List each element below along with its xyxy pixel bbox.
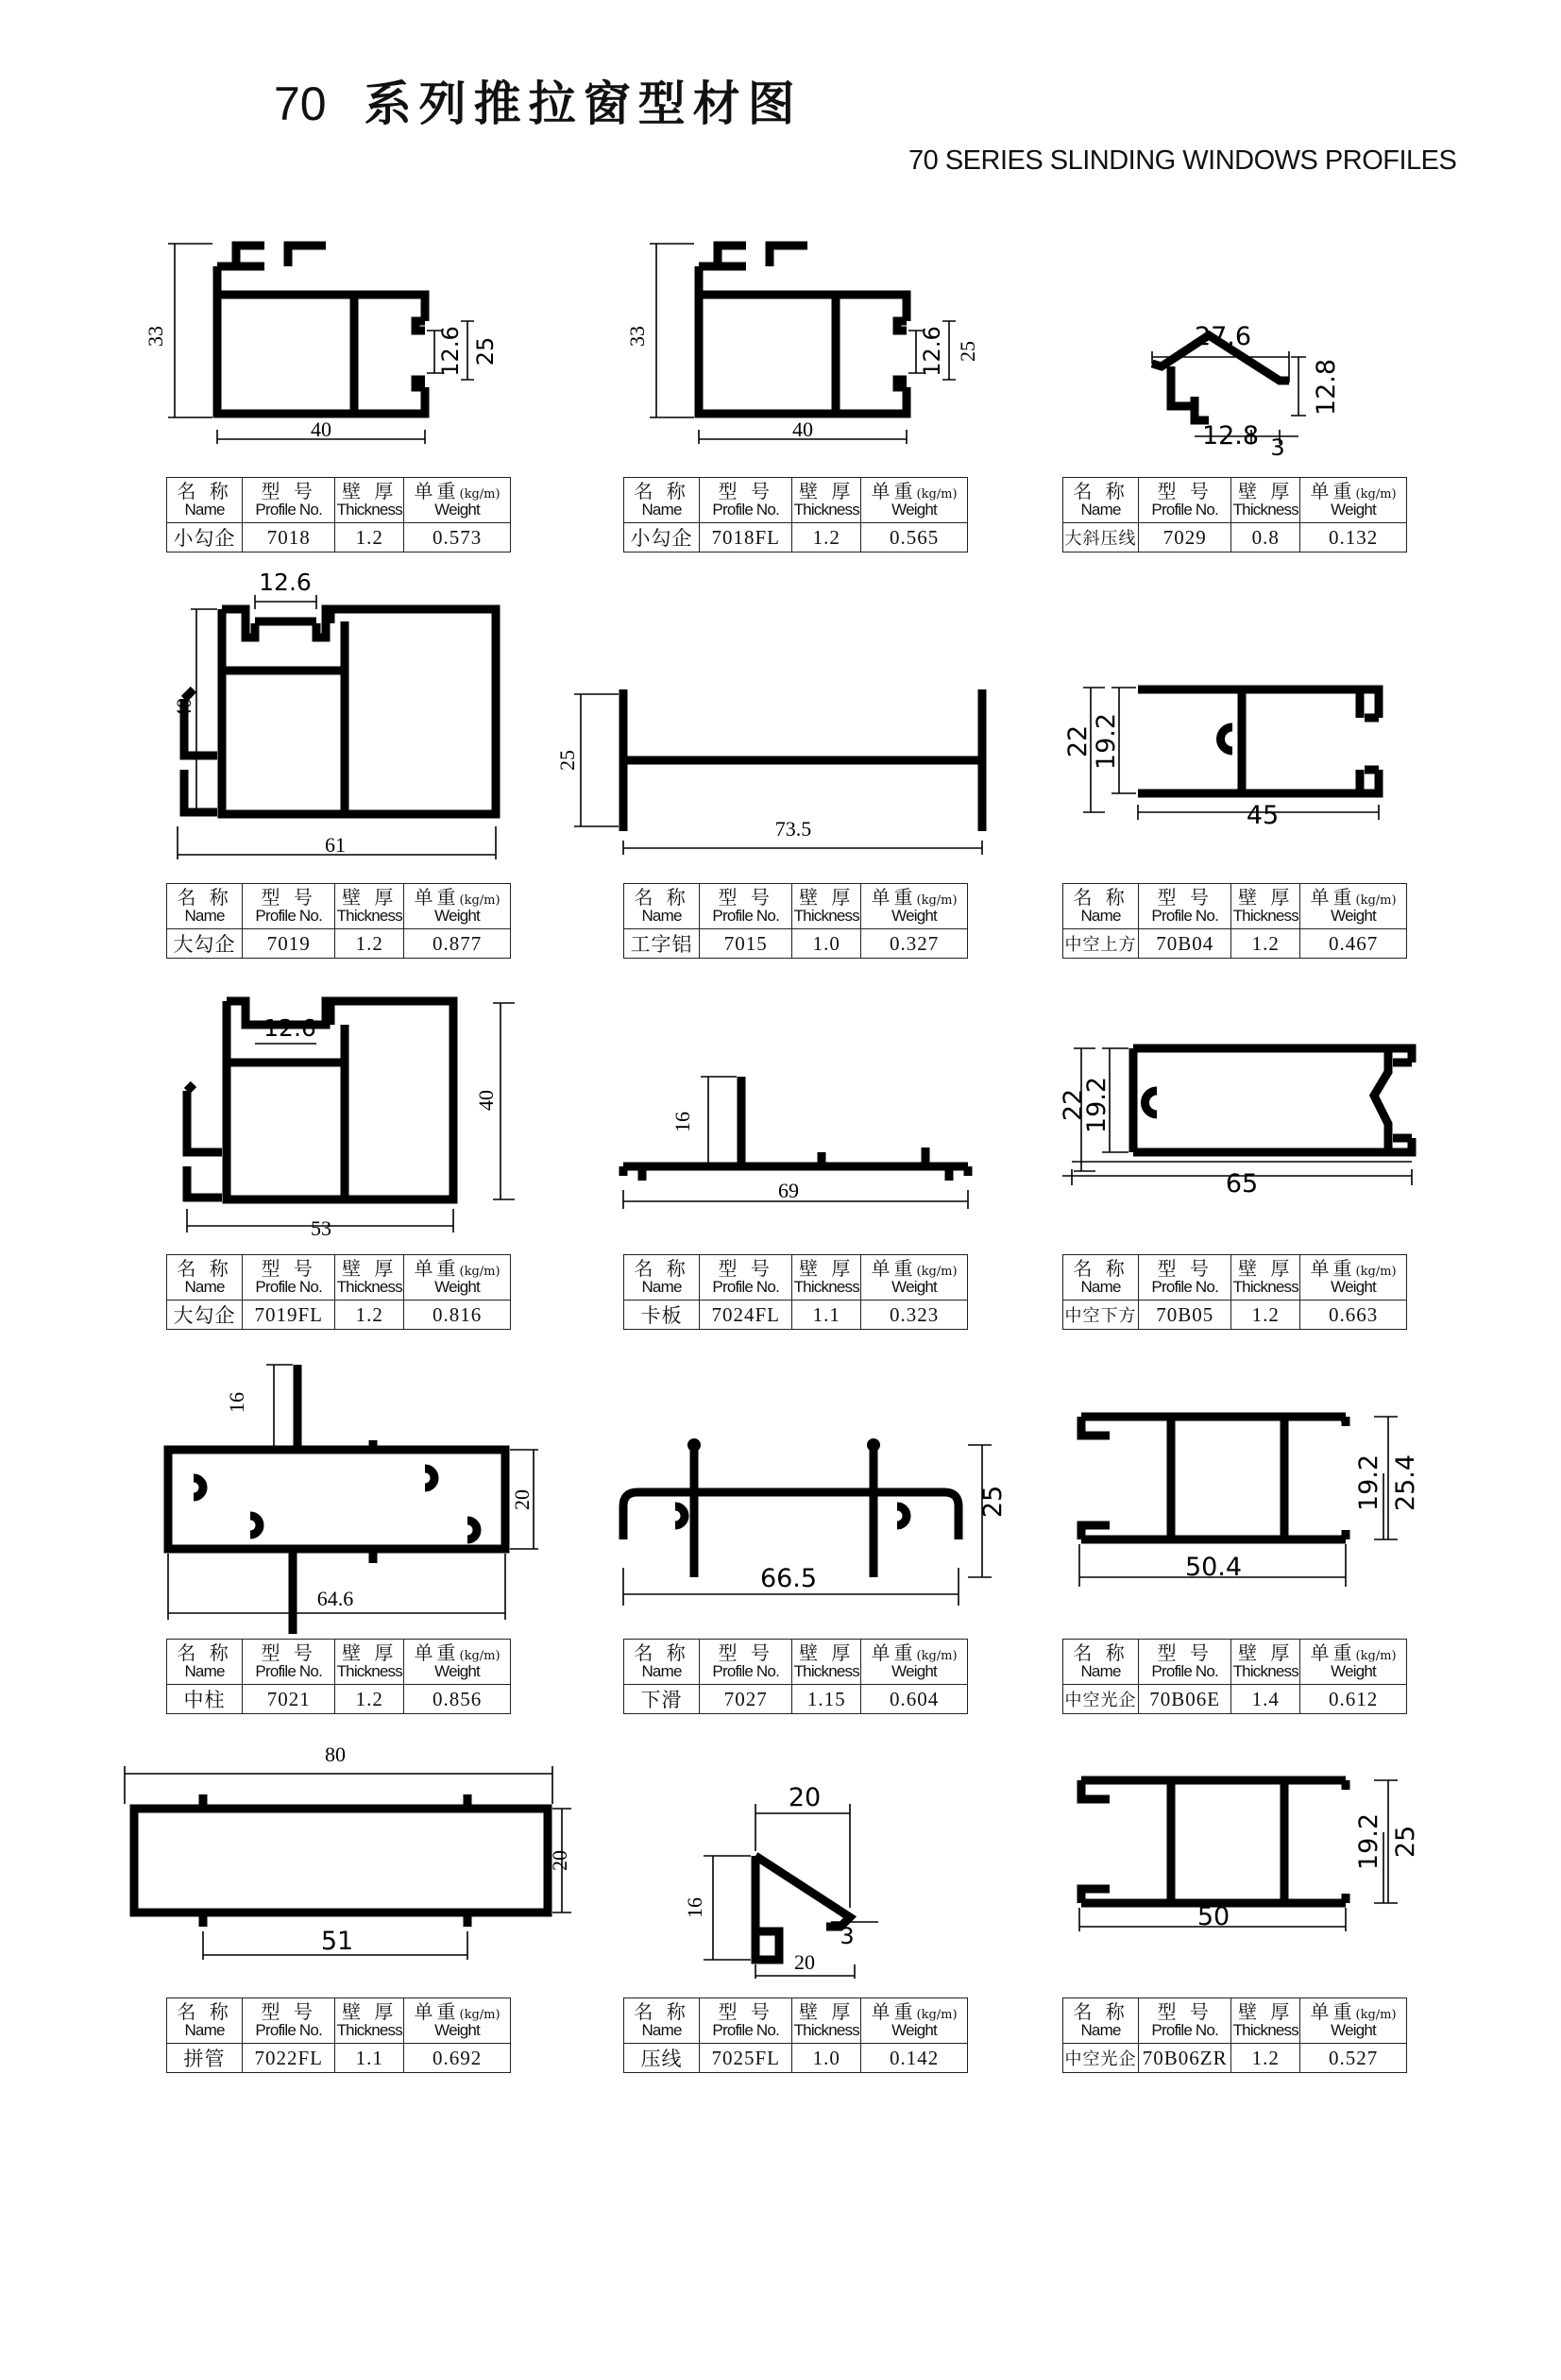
spec-table-7019: 名 称 Name 型 号 Profile No. 壁 厚 Thickness 单重(kg/m) Weight 大勾企 7019 1.2 0.877 [166,883,511,959]
dim-label: 3 [840,1923,855,1949]
thickness: 1.0 [792,929,861,959]
thickness: 1.1 [792,1300,861,1330]
dim-label: 20 [794,1950,815,1974]
profile-name: 压线 [624,2044,700,2073]
profile-card-70B06ZR [1062,1719,1506,2380]
dim-label: 16 [670,1112,694,1132]
dim-label: 20 [510,1489,534,1510]
dim-label: 50.4 [1184,1553,1243,1582]
dim-label: 12.6 [259,569,312,596]
spec-table-7021: 名 称 Name 型 号 Profile No. 壁 厚 Thickness 单重(kg/m) Weight 中柱 7021 1.2 0.856 [166,1639,511,1714]
title-cn-text: 系列推拉窗型材图 [364,76,803,131]
dim-label: 40 [172,698,195,719]
weight: 0.565 [861,523,968,552]
weight: 0.527 [1300,2044,1407,2073]
profile-no: 7021 [243,1685,335,1714]
profile-no: 7019FL [243,1300,335,1330]
thickness: 1.2 [335,1685,404,1714]
dim-label: 66.5 [759,1564,818,1593]
dim-label: 40 [311,417,331,441]
weight: 0.142 [861,2044,968,2073]
profile-name: 中空光企 [1063,2044,1139,2073]
weight: 0.856 [404,1685,511,1714]
profile-name: 小勾企 [624,523,700,552]
spec-table-7022FL: 名 称 Name 型 号 Profile No. 壁 厚 Thickness 单重(kg/m) Weight 拼管 7022FL 1.1 0.692 [166,1998,511,2073]
spec-table-7019FL: 名 称 Name 型 号 Profile No. 壁 厚 Thickness 单重(kg/m) Weight 大勾企 7019FL 1.2 0.816 [166,1254,511,1330]
spec-table-7025FL: 名 称 Name 型 号 Profile No. 壁 厚 Thickness 单重(kg/m) Weight 压线 7025FL 1.0 0.142 [623,1998,968,2073]
series-number: 70 [274,77,327,130]
dim-label: 12.6 [263,1014,316,1042]
profile-name: 大勾企 [167,929,243,959]
dim-label: 19.2 [1354,1812,1383,1871]
dim-label: 53 [311,1216,331,1240]
spec-table-70B06ZR: 名 称 Name 型 号 Profile No. 壁 厚 Thickness 单重(kg/m) Weight 中空光企 70B06ZR 1.2 0.527 [1062,1998,1407,2073]
profile-name: 拼管 [167,2044,243,2073]
weight: 0.692 [404,2044,511,2073]
page-title-en: 70 SERIES SLINDING WINDOWS PROFILES [908,145,1457,176]
spec-table-7018: 名 称 Name 型 号 Profile No. 壁 厚 Thickness 单重(kg/m) Weight 小勾企 7018 1.2 0.573 [166,477,511,552]
spec-table-70B05: 名 称 Name 型 号 Profile No. 壁 厚 Thickness 单重(kg/m) Weight 中空下方 70B05 1.2 0.663 [1062,1254,1407,1330]
spec-table-7029: 名 称 Name 型 号 Profile No. 壁 厚 Thickness 单重(kg/m) Weight 大斜压线 7029 0.8 0.132 [1062,477,1407,552]
thickness: 1.0 [792,2044,861,2073]
thickness: 1.15 [792,1685,861,1714]
thickness: 0.8 [1231,523,1300,552]
weight: 0.323 [861,1300,968,1330]
dim-label: 16 [225,1392,248,1413]
weight: 0.877 [404,929,511,959]
weight: 0.816 [404,1300,511,1330]
dim-label: 25 [978,1485,1008,1519]
page-title-cn [274,66,803,134]
spec-table-7018FL: 名 称 Name 型 号 Profile No. 壁 厚 Thickness 单重(kg/m) Weight 小勾企 7018FL 1.2 0.565 [623,477,968,552]
thickness: 1.2 [335,929,404,959]
dim-label: 64.6 [316,1587,354,1610]
dim-label: 33 [144,326,167,347]
spec-table-70B04: 名 称 Name 型 号 Profile No. 壁 厚 Thickness 单重(kg/m) Weight 中空上方 70B04 1.2 0.467 [1062,883,1407,959]
profile-name: 中空光企 [1063,1685,1139,1714]
dim-label: 12.6 [919,326,945,377]
profile-no: 70B06ZR [1139,2044,1231,2073]
dim-label: 12.8 [1201,421,1260,450]
profile-name: 中空上方 [1063,929,1139,959]
dim-label: 61 [325,833,346,857]
dim-label: 40 [474,1090,498,1111]
dim-label: 25 [555,750,579,771]
profile-name: 小勾企 [167,523,243,552]
profile-no: 7024FL [700,1300,792,1330]
profile-name: 工字铝 [624,929,700,959]
thickness: 1.2 [1231,1300,1300,1330]
thickness: 1.2 [792,523,861,552]
weight: 0.663 [1300,1300,1407,1330]
profile-card-7025FL [623,1719,1067,2380]
profile-no: 7025FL [700,2044,792,2073]
weight: 0.132 [1300,523,1407,552]
profile-name: 大斜压线 [1063,523,1139,552]
profile-name: 卡板 [624,1300,700,1330]
profile-no: 70B06E [1139,1685,1231,1714]
dim-label: 45 [1246,801,1280,830]
profile-name: 中空下方 [1063,1300,1139,1330]
profile-no: 7027 [700,1685,792,1714]
dim-label: 73.5 [774,817,812,841]
profile-no: 7029 [1139,523,1231,552]
dim-label: 12.6 [437,326,464,377]
spec-table-7024FL: 名 称 Name 型 号 Profile No. 壁 厚 Thickness 单重(kg/m) Weight 卡板 7024FL 1.1 0.323 [623,1254,968,1330]
dim-label: 12.8 [1312,358,1341,416]
profile-no: 7019 [243,929,335,959]
spec-table-70B06E: 名 称 Name 型 号 Profile No. 壁 厚 Thickness 单重(kg/m) Weight 中空光企 70B06E 1.4 0.612 [1062,1639,1407,1714]
thickness: 1.2 [1231,929,1300,959]
dim-label: 3 [1270,434,1285,461]
profile-card-7022FL [142,1719,585,2380]
weight: 0.604 [861,1685,968,1714]
spec-table-7015: 名 称 Name 型 号 Profile No. 壁 厚 Thickness 单重(kg/m) Weight 工字铝 7015 1.0 0.327 [623,883,968,959]
weight: 0.327 [861,929,968,959]
profile-no: 70B04 [1139,929,1231,959]
dim-label: 25 [472,336,499,366]
dim-label: 25 [956,341,979,362]
dim-label: 19.2 [1354,1454,1383,1512]
dim-label: 22 [1063,724,1093,758]
thickness: 1.2 [335,523,404,552]
dim-label: 20 [548,1850,571,1871]
dim-label: 25 [1391,1825,1420,1859]
thickness: 1.2 [335,1300,404,1330]
profile-name: 大勾企 [167,1300,243,1330]
weight: 0.612 [1300,1685,1407,1714]
dim-label: 33 [625,326,649,347]
dim-label: 69 [778,1179,799,1202]
profile-no: 7018 [243,523,335,552]
dim-label: 51 [320,1927,354,1956]
profile-no: 7015 [700,929,792,959]
dim-label: 19.2 [1082,1076,1111,1134]
weight: 0.573 [404,523,511,552]
profile-no: 70B05 [1139,1300,1231,1330]
dim-label: 19.2 [1092,712,1121,771]
spec-table-7027: 名 称 Name 型 号 Profile No. 壁 厚 Thickness 单重(kg/m) Weight 下滑 7027 1.15 0.604 [623,1639,968,1714]
profile-name: 下滑 [624,1685,700,1714]
dim-label: 20 [788,1783,822,1812]
thickness: 1.2 [1231,2044,1300,2073]
dim-label: 27.6 [1194,322,1252,351]
dim-label: 50 [1196,1902,1230,1931]
thickness: 1.4 [1231,1685,1300,1714]
dim-label: 22 [1059,1088,1088,1122]
profile-no: 7022FL [243,2044,335,2073]
dim-label: 40 [792,417,813,441]
thickness: 1.1 [335,2044,404,2073]
weight: 0.467 [1300,929,1407,959]
dim-label: 80 [325,1742,346,1766]
profile-no: 7018FL [700,523,792,552]
dim-label: 16 [683,1897,706,1918]
dim-label: 25.4 [1391,1454,1420,1512]
dim-label: 65 [1225,1169,1259,1198]
profile-name: 中柱 [167,1685,243,1714]
